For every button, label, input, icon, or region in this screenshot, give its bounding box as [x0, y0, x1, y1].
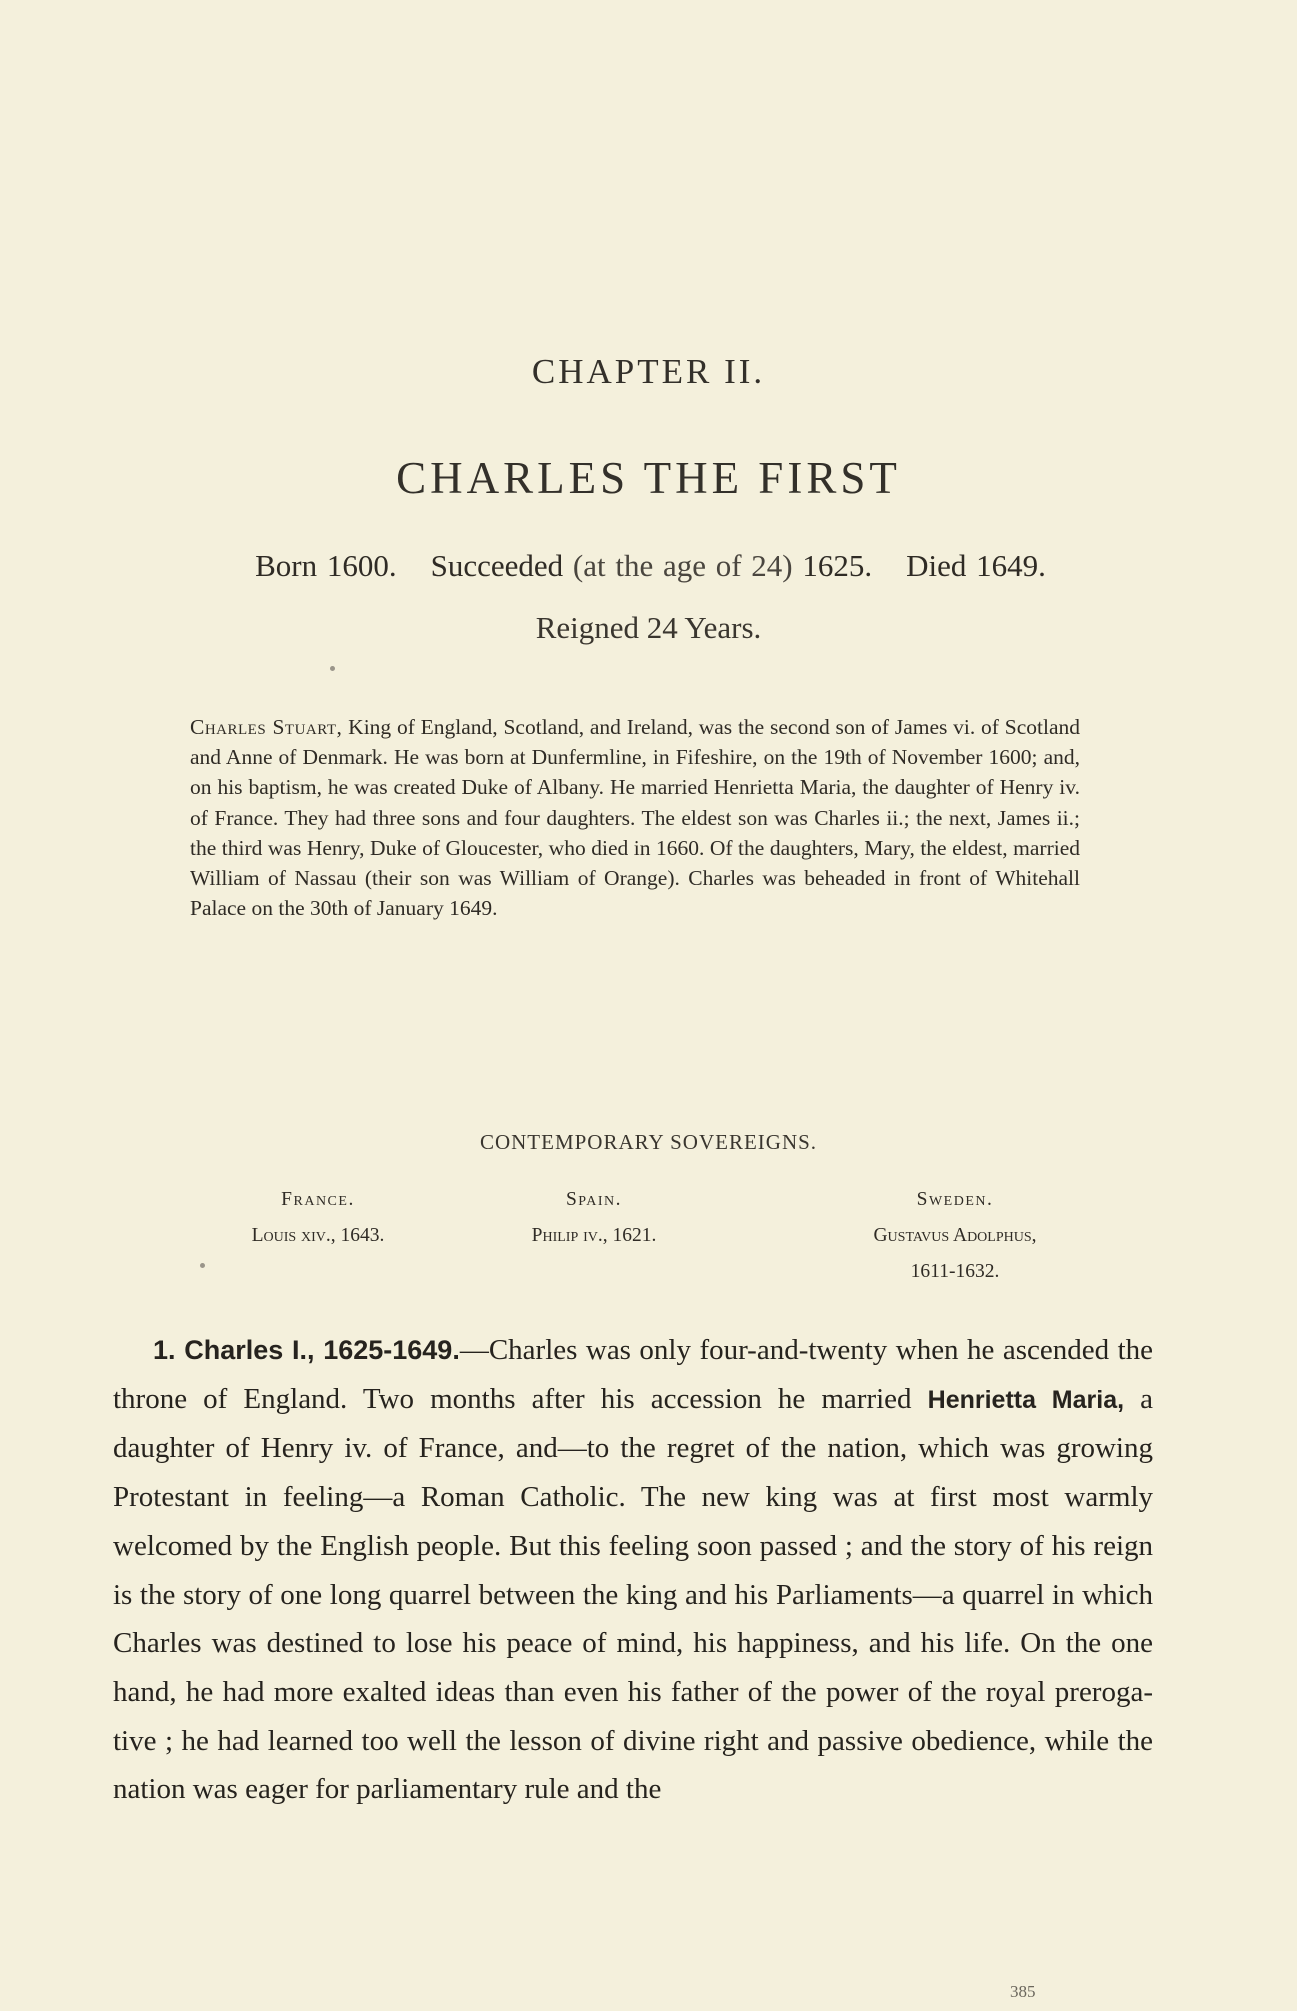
chapter-heading: CHAPTER II. — [531, 352, 766, 391]
intro-paragraph — [190, 712, 1080, 923]
body-text-part2: a daughter of Henry iv. of France, and—to the regret of the nation, which was growing Protestant in feeling—a Roman Catholic. The new king was at first most warmly welcomed by the English people. But this feeling soon passed ; and the story of his reign is the story of one long quarrel between the king and his Parliaments—a quarrel in which Charles was destined to lose his peace of mind, his happiness, and his life. On the one hand, he had more exalted ideas than even his father of the power of the royal preroga-tive ; he had learned too well the lesson of divine right and passive obedience, while the nation was eager for parliamentary rule and the — [113, 1382, 1154, 1806]
reigned-line: Reigned 24 Years. — [535, 610, 762, 645]
sovereign-spain — [464, 1182, 724, 1254]
sovereign-year: 1643. — [340, 1225, 385, 1246]
sovereign-name: Philip iv., — [531, 1225, 608, 1246]
sovereign-name: Louis xiv., — [251, 1225, 336, 1246]
sovereign-sweden — [790, 1182, 1120, 1290]
succeeded-label: Succeeded — [430, 548, 564, 583]
body-paragraph — [113, 1326, 1153, 1814]
succeeded-year: 1625. — [802, 548, 873, 583]
sovereign-name: Gustavus Adolphus, — [873, 1225, 1037, 1246]
body-bold-name: Henrietta Maria, — [927, 1385, 1125, 1414]
sovereign-country: Spain. — [565, 1189, 623, 1210]
intro-name: Charles Stuart, — [190, 715, 343, 739]
sovereign-country: Sweden. — [916, 1189, 994, 1210]
chapter-title: CHARLES THE FIRST — [396, 453, 901, 503]
born-date: Born 1600. — [255, 548, 397, 583]
paper-speck — [330, 666, 335, 671]
body-text-part1: —Charles was only four-and-twenty when he ascended the throne of England. Two months after his accession he married — [113, 1334, 1154, 1415]
sovereign-country: France. — [281, 1189, 355, 1210]
dates-line — [178, 548, 1123, 584]
intro-text: King of England, Scotland, and Ireland, was the second son of James vi. of Scotland and Anne of Denmark. He was born at Dunfermline, in Fifeshire, on the 19th of November 1600; and, on his baptism, he was created Duke of Albany. He married Henrietta Maria, the daughter of Henry iv. of France. They had three sons and four daughters. The eldest son was Charles ii.; the next, James ii.; the third was Henry, Duke of Gloucester, who died in 1660. Of the daughters, Mary, the eldest, married William of Nassau (their son was William of Orange). Charles was beheaded in front of Whitehall Palace on the 30th of January 1649. — [190, 715, 1080, 921]
page-number: 385 — [1010, 1982, 1036, 2001]
section-lead: 1. Charles I., 1625-1649. — [153, 1335, 460, 1365]
died-date: Died 1649. — [906, 548, 1046, 583]
age-note: (at the age of 24) — [572, 548, 793, 583]
sovereign-year: 1611-1632. — [910, 1261, 1000, 1282]
sovereign-year: 1621. — [612, 1225, 657, 1246]
paper-speck — [200, 1263, 205, 1268]
sovereign-france — [188, 1182, 448, 1254]
contemporary-heading: CONTEMPORARY SOVEREIGNS. — [479, 1130, 818, 1154]
